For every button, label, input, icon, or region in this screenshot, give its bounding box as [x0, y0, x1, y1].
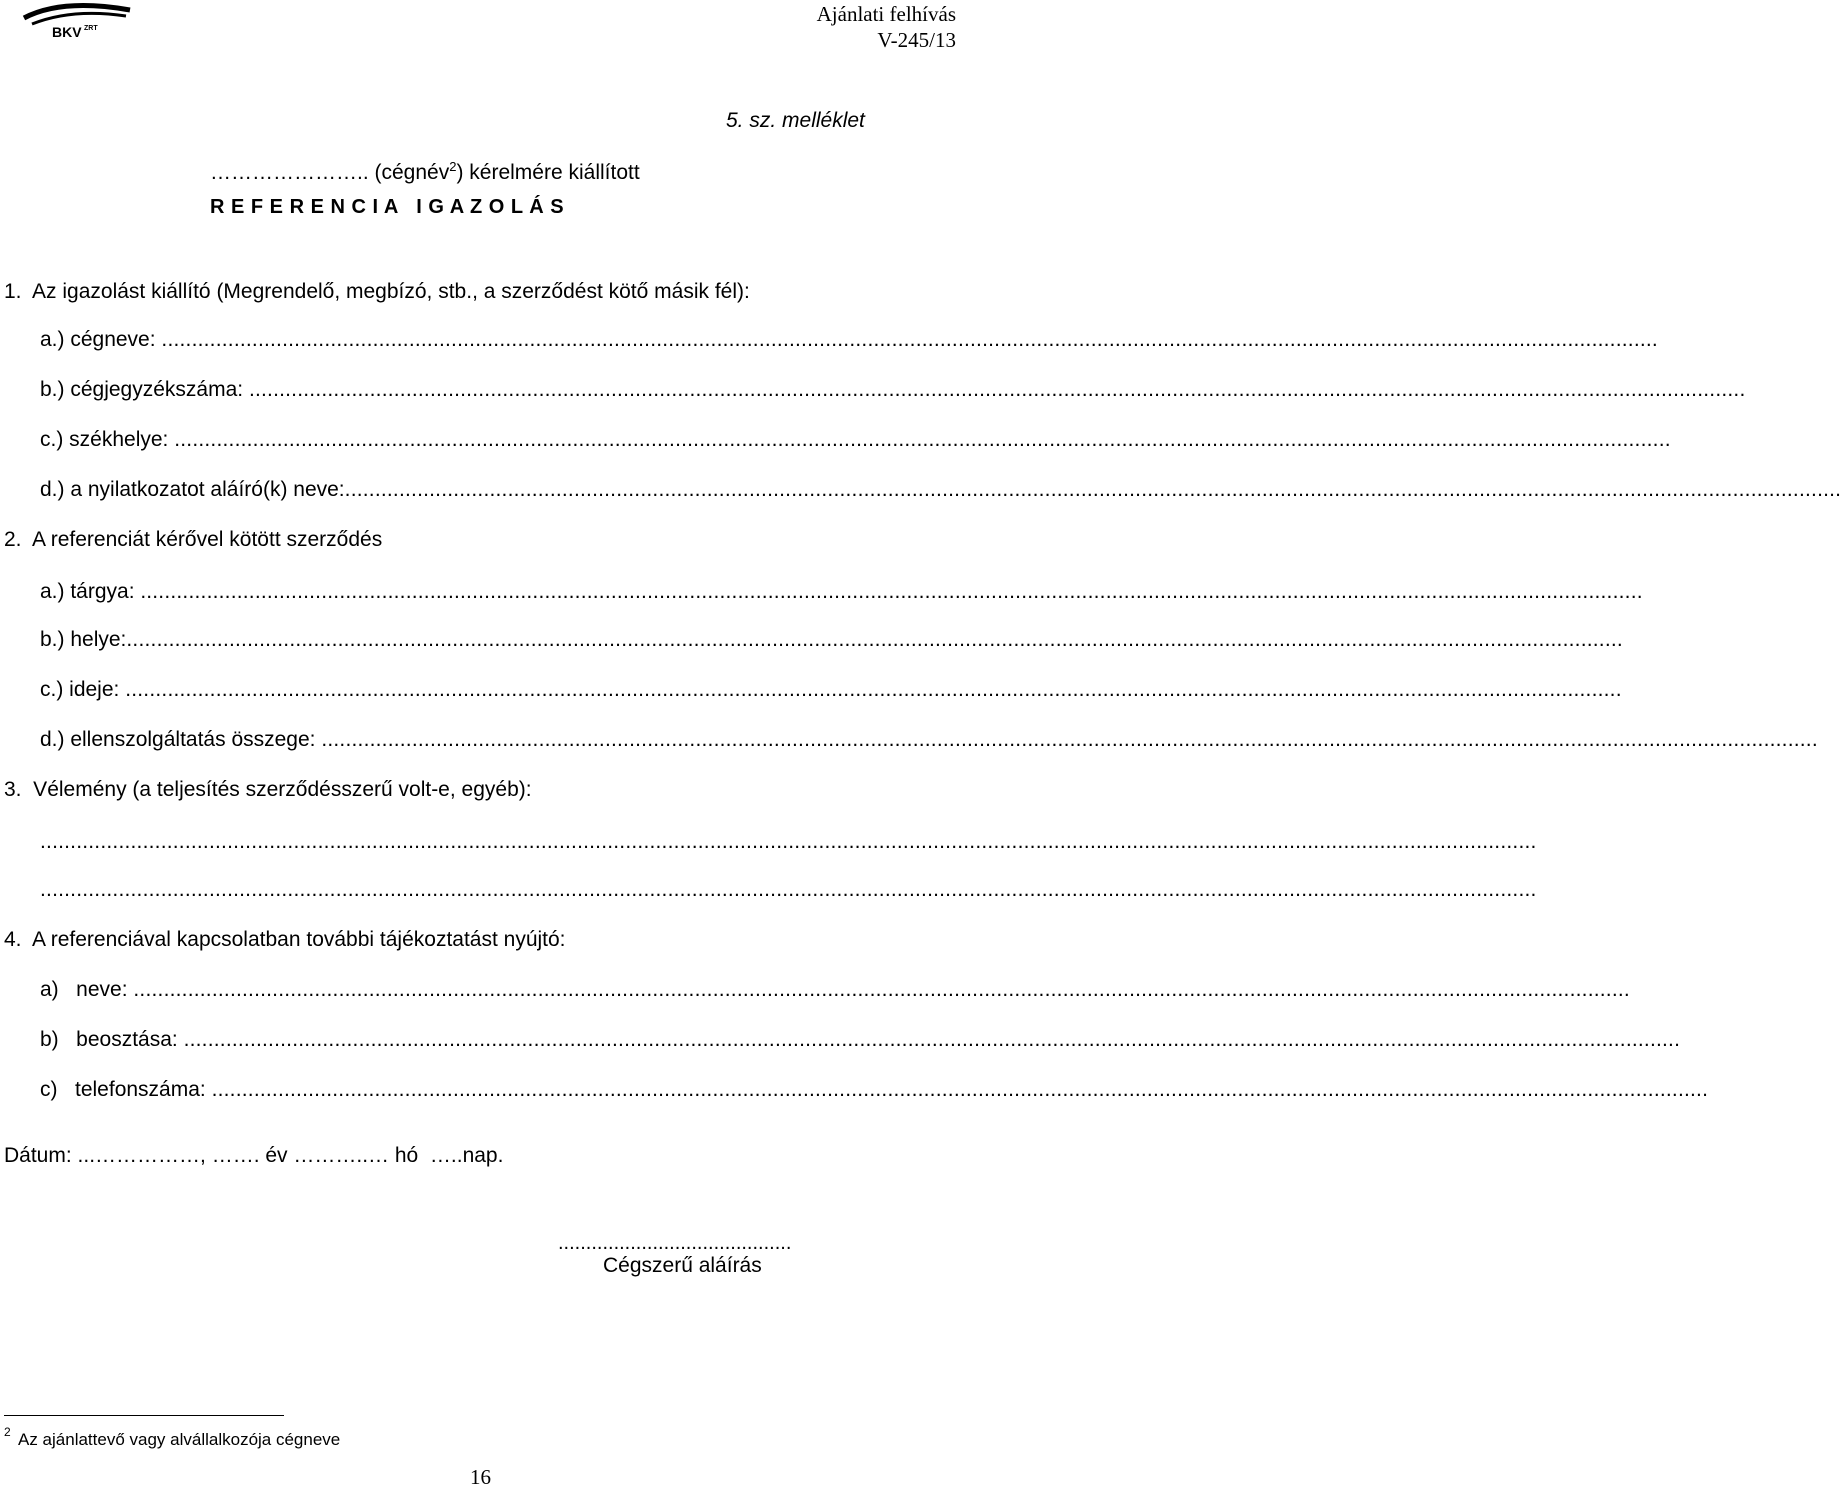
- footnote-divider: [4, 1415, 284, 1416]
- field-label: b.) cégjegyzékszáma:: [40, 378, 249, 401]
- section2-heading: 2. A referenciát kérővel kötött szerződés: [4, 528, 383, 551]
- annex-label: 5. sz. melléklet: [726, 109, 865, 132]
- section4-heading: 4. A referenciával kapcsolatban további tájékoztatást nyújtó:: [4, 928, 566, 951]
- field-label: a) neve:: [40, 978, 134, 1001]
- section1-heading: 1. Az igazolást kiállító (Megrendelő, megbízó, stb., a szerződést kötő másik fél):: [4, 280, 750, 303]
- field-cegjegyzekszama[interactable]: [40, 378, 1746, 402]
- field-helye[interactable]: [40, 628, 1623, 652]
- bkv-logo: [22, 0, 134, 40]
- footnote-number: 2: [4, 1425, 11, 1439]
- title-line: [210, 161, 640, 185]
- field-beosztasa[interactable]: [40, 1028, 1681, 1052]
- dot-leader: ........................................................................................................................................................................................................................................................: [126, 628, 1623, 651]
- title-suffix: ) kérelmére kiállított: [456, 161, 640, 184]
- svg-text:ZRT: ZRT: [84, 25, 98, 32]
- field-telefonszama[interactable]: [40, 1078, 1709, 1102]
- field-ideje[interactable]: [40, 678, 1622, 702]
- field-label: b) beosztása:: [40, 1028, 184, 1051]
- field-label: c.) székhelye:: [40, 428, 175, 451]
- dot-leader: ........................................................................................................................................................................................................................................................: [211, 1078, 1709, 1101]
- field-ellenszolgaltatas[interactable]: [40, 728, 1818, 752]
- field-label: c.) ideje:: [40, 678, 126, 701]
- field-label: d.) a nyilatkozatot aláíró(k) neve:: [40, 478, 345, 501]
- field-velemeny-line2[interactable]: [40, 878, 1537, 902]
- signature-label: Cégszerű aláírás: [603, 1254, 762, 1277]
- dot-leader: ........................................................................................................................................................................................................................................................: [125, 678, 1622, 701]
- field-label: a.) cégneve:: [40, 328, 162, 351]
- document-heading: R E F E R E N C I A I G A Z O L Á S: [210, 196, 565, 218]
- header-reference: V-245/13: [877, 28, 956, 52]
- footnote-text: Az ajánlattevő vagy alvállalkozója cégneve: [18, 1430, 341, 1449]
- field-kapcsolat-neve[interactable]: [40, 978, 1630, 1002]
- title-dots: …………………..: [210, 161, 369, 184]
- title-cegnev: (cégnév: [368, 161, 450, 184]
- dot-leader: ........................................................................................................................................................................................................................................................: [40, 878, 1537, 901]
- svg-text:BKV: BKV: [52, 24, 82, 40]
- dot-leader: ........................................................................................................................................................................................................................................................: [133, 978, 1630, 1001]
- dot-leader: ........................................................................................................................................................................................................................................................: [321, 728, 1818, 751]
- field-cegneve[interactable]: [40, 328, 1658, 352]
- field-szekhelye[interactable]: [40, 428, 1671, 452]
- page-number: 16: [470, 1465, 491, 1489]
- field-targya[interactable]: [40, 580, 1643, 604]
- dot-leader: ........................................................................................................................................................................................................................................................: [40, 830, 1537, 853]
- dot-leader: ........................................................................................................................................................................................................................................................: [161, 328, 1658, 351]
- dot-leader: ........................................................................................................................................................................................................................................................: [183, 1028, 1681, 1051]
- signature-dots: ..........................................: [558, 1232, 792, 1254]
- dot-leader: ........................................................................................................................................................................................................................................................: [248, 378, 1746, 401]
- dot-leader: ........................................................................................................................................................................................................................................................: [344, 478, 1841, 501]
- dot-leader: ........................................................................................................................................................................................................................................................: [146, 580, 1643, 603]
- dot-leader: ........................................................................................................................................................................................................................................................: [174, 428, 1671, 451]
- section3-heading: 3. Vélemény (a teljesítés szerződésszerű volt-e, egyéb):: [4, 778, 532, 801]
- footnote-mark: 2: [449, 159, 457, 174]
- date-field[interactable]: Dátum: ...……………, ……. év ………..… hó …..nap.: [4, 1144, 504, 1167]
- field-label: b.) helye:: [40, 628, 127, 651]
- field-label: c) telefonszáma:: [40, 1078, 212, 1101]
- field-alairo-neve[interactable]: [40, 478, 1841, 502]
- field-velemeny-line1[interactable]: [40, 830, 1537, 854]
- header-title: Ajánlati felhívás: [816, 2, 956, 26]
- field-label: a.) tárgya: .: [40, 580, 147, 603]
- field-label: d.) ellenszolgáltatás összege:: [40, 728, 322, 751]
